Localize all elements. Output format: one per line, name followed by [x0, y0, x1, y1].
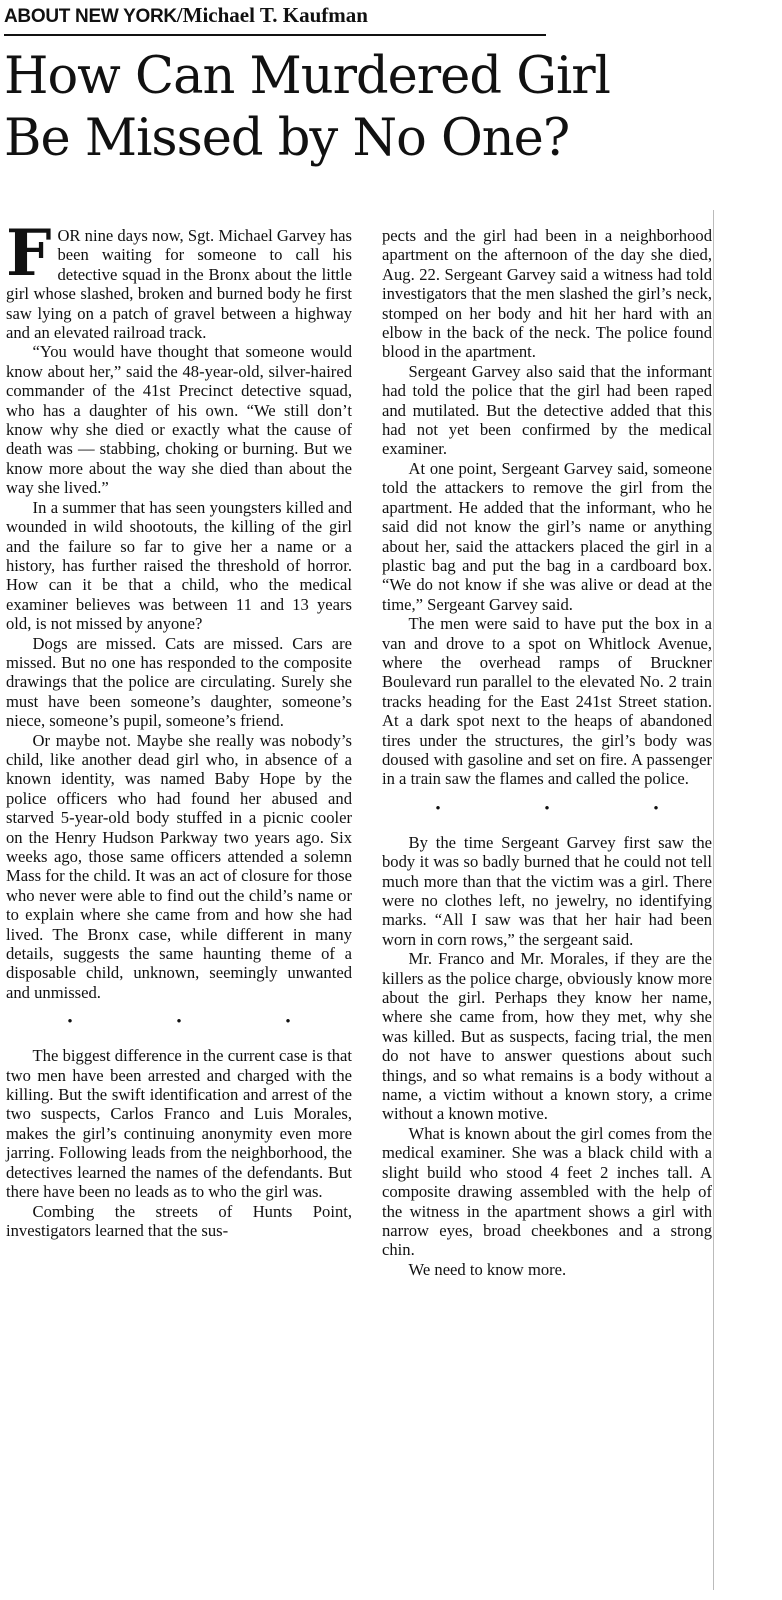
paragraph: [6, 216, 352, 343]
byline: /Michael T. Kaufman: [176, 3, 368, 27]
headline-line-2: Be Missed by No One?: [4, 109, 570, 168]
paragraph: In a summer that has seen youngsters killed and wounded in wild shootouts, the killing of the girl and the failure so far to give her a name or a history, has further raised the threshold of horror. How can it be that a child, who the medical examiner believes was between 11 and 13 years old, is not missed by anyone?: [6, 497, 352, 634]
paragraph: Combing the streets of Hunts Point, investigators learned that the sus-: [6, 1201, 352, 1240]
column-rule: [713, 210, 714, 1590]
paragraph: Or maybe not. Maybe she really was nobody’s child, like another dead girl who, in absence of a known identity, was named Baby Hope by the police officers who had found her abused and starved 5-year-old body stuffed in a picnic cooler on the Henry Hudson Parkway two years ago. Six weeks ago, those same officers attended a solemn Mass for the child. It was an act of closure for those who never were able to find out the child’s name or to explain where she came from and how she had lived. The Bronx case, while different in many details, suggests the same haunting theme of a disposable child, unknown, seemingly unwanted and unmissed.: [6, 730, 352, 1002]
paragraph: We need to know more.: [408, 1259, 567, 1279]
paragraph-text: OR nine days now, Sgt. Michael Garvey has been waiting for someone to call his detective squad in the Bronx about the little girl whose slashed, broken and burned body he first saw lying on a patch of gravel between a highway and an elevated railroad track.: [6, 226, 352, 343]
article-column-1: [6, 216, 352, 1240]
paragraph: By the time Sergeant Garvey first saw the body it was so badly burned that he could not tell much more than that the victim was a girl. There were no clothes left, no jewelry, no identifying marks. “All I saw was that her hair had been worn in corn rows,” the sergeant said.: [382, 832, 712, 949]
column-header: [4, 3, 546, 36]
headline-line-1: How Can Murdered Girl: [4, 47, 610, 106]
column-kicker: ABOUT NEW YORK: [4, 6, 177, 27]
paragraph: The biggest difference in the current case is that two men have been arrested and charged with the killing. But the swift identification and arrest of the two suspects, Carlos Franco and Luis Morales, makes the girl’s continuing anonymity even more jarring. Following leads from the neighborhood, the detectives learned the names of the defendants. But there have been no leads as to who the girl was.: [6, 1046, 352, 1202]
paragraph: “You would have thought that someone would know about her,” said the 48-year-old, silver-haired commander of the 41st Precinct detective squad, who has a daughter of his own. “We still don’t know why she died or exactly what the cause of death was — stabbing, choking or burning. But we know more about the way she died than about the way she lived.”: [6, 342, 352, 498]
article-column-2: [382, 226, 712, 1279]
section-separator: • • •: [435, 800, 709, 817]
paragraph: pects and the girl had been in a neighborhood apartment on the afternoon of the day she died, Aug. 22. Sergeant Garvey said a witness had told investigators that the men slashed the girl’s neck, stomped on her body and hit her hard with an elbow in the back of the neck. The police found blood in the apartment.: [382, 226, 712, 362]
paragraph: Sergeant Garvey also said that the informant had told the police that the girl had been raped and mutilated. But the detective added that this had not yet been confirmed by the medical examiner.: [382, 361, 712, 459]
paragraph: Mr. Franco and Mr. Morales, if they are the killers as the police charge, obviously know more about the girl. Perhaps they know her name, where she came from, how they met, why she was killed. But as suspects, facing trial, the men do not have to answer questions about such things, and so what remains is a body without a name, a victim without a known story, a crime without a known motive.: [382, 949, 712, 1124]
section-separator: • • •: [67, 1014, 341, 1031]
paragraph: At one point, Sergeant Garvey said, someone told the attackers to remove the girl from the apartment. He added that the informant, who he said did not know the girl’s name or anything about her, said the attackers placed the girl in a plastic bag and put the bag in a cardboard box. “We do not know if she was alive or dead at the time,” Sergeant Garvey said.: [382, 458, 712, 614]
drop-cap: F: [6, 216, 52, 291]
headline: [4, 46, 774, 170]
paragraph: Dogs are missed. Cats are missed. Cars are missed. But no one has responded to the composite drawings that the police are circulating. Surely she must have been someone’s daughter, someone’s niece, someone’s pupil, someone’s friend.: [6, 633, 352, 731]
paragraph: The men were said to have put the box in a van and drove to a spot on Whitlock Avenue, where the overhead ramps of Bruckner Boulevard run parallel to the elevated No. 2 train tracks heading for the East 241st Street station. At a dark spot next to the heaps of abandoned tires under the structures, the girl’s body was doused with gasoline and set on fire. A passenger in a train saw the flames and called the police.: [382, 614, 712, 789]
paragraph: What is known about the girl comes from the medical examiner. She was a black child with a slight build who stood 4 feet 2 inches tall. A composite drawing assembled with the help of the witness in the apartment shows a girl with narrow eyes, broad cheekbones and a strong chin.: [382, 1123, 712, 1260]
